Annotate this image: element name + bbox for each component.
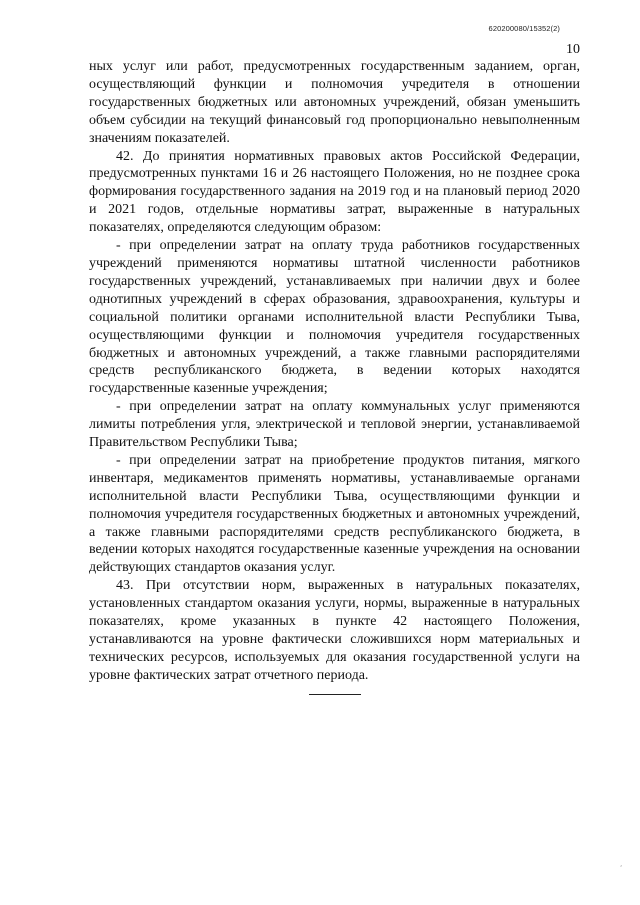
document-body [89,58,580,685]
paragraph-labor-costs: - при определении затрат на оплату труда работников государственных учреждений применяются нормативы штатной численности работников государственных учреждений, устанавливаемых при наличии двух и более однотипных учреждений в сферах образования, здравоохранения, культуры и социальной политики органами исполнительной власти Республики Тыва, осуществляющими функции и полномочия учредителя государственных бюджетных и автономных учреждений, а также главными распорядителями средств республиканского бюджета, в ведении которых находятся государственные казенные учреждения; [89,238,580,397]
page-number: 10 [566,42,580,57]
paragraph-utility-costs: - при определении затрат на оплату коммунальных услуг применяются лимиты потребления угля, электрической и тепловой энергии, устанавливаемой Правительством Республики Тыва; [89,399,580,451]
document-id: 620200080/15352(2) [488,24,560,33]
scan-margin-mark: ‘ [620,864,623,872]
paragraph-continuation: ных услуг или работ, предусмотренных государственным заданием, орган, осуществляющий функции и полномочия учредителя в отношении государственных бюджетных или автономных учреждений, обязан уменьшить объем субсидии на текущий финансовый год пропорционально невыполненным значениям показателей. [89,59,580,146]
paragraph-item-43: 43. При отсутствии норм, выраженных в натуральных показателях, установленных стандартом оказания услуги, нормы, выраженные в натуральных показателях, кроме указанных в пункте 42 настоящего Положения, устанавливаются на уровне фактически сложившихся норм материальных и технических ресурсов, используемых для оказания государственной услуги на уровне фактических затрат отчетного периода. [89,578,580,683]
paragraph-supply-costs: - при определении затрат на приобретение продуктов питания, мягкого инвентаря, медикаментов применять нормативы, устанавливаемые органами исполнительной власти Республики Тыва, осуществляющими функции и полномочия учредителя государственных бюджетных и автономных учреждений, а также главными распорядителями средств республиканского бюджета, в ведении которых находятся государственные казенные учреждения на основании действующих стандартов оказания услуг. [89,452,580,576]
paragraph-item-42: 42. До принятия нормативных правовых актов Российской Федерации, предусмотренных пунктами 16 и 26 настоящего Положения, но не позднее срока формирования государственного задания на 2019 год и на плановый период 2020 и 2021 годов, отдельные нормативы затрат, выраженные в натуральных показателях, определяются следующим образом: [89,148,580,236]
end-of-text-rule [309,694,361,695]
